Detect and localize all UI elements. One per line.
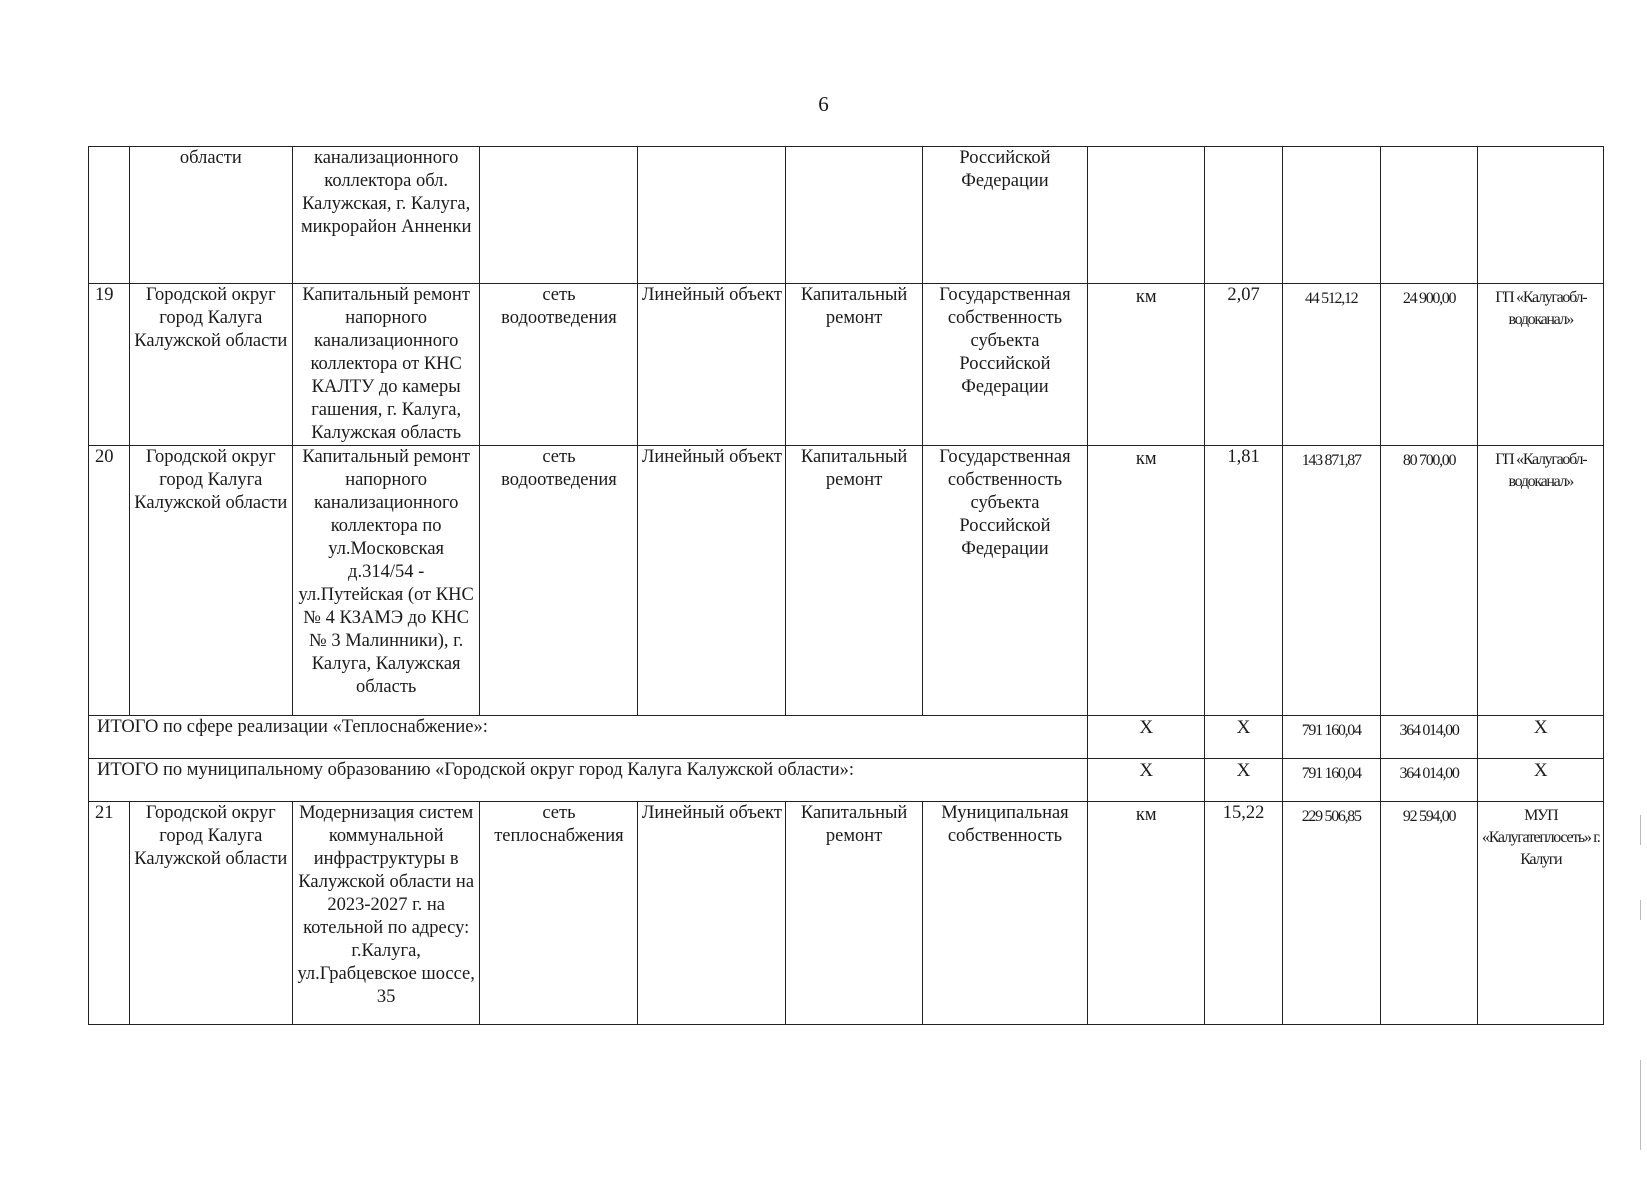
cell-ownership: Государственная собственность субъекта Российской Федерации — [922, 284, 1087, 446]
cell-name: Капитальный ремонт напорного канализационного коллектора по ул.Московская д.314/54 - ул.Путейская (от КНС № 4 КЗАМЭ до КНС № 3 Малинники), г. Калуга, Калужская область — [292, 446, 480, 716]
cell-ownership: Российской Федерации — [922, 147, 1087, 284]
cell-ownership: Муниципальная собственность — [922, 802, 1087, 1025]
cell-length — [1205, 147, 1282, 284]
cell-work-type — [786, 147, 923, 284]
cell-length: Х — [1205, 759, 1282, 802]
total-label: ИТОГО по сфере реализации «Теплоснабжение»: — [89, 716, 1088, 759]
cell-num: 19 — [89, 284, 130, 446]
cell-length: Х — [1205, 716, 1282, 759]
cell-cost-total — [1282, 147, 1380, 284]
cell-num: 21 — [89, 802, 130, 1025]
cell-cost-total: 791 160,04 — [1282, 716, 1380, 759]
cell-cost-total: 44 512,12 — [1282, 284, 1380, 446]
table-row-21 — [89, 802, 1604, 1025]
cell-length: 15,22 — [1205, 802, 1282, 1025]
cell-unit: км — [1088, 446, 1205, 716]
total-row-municipality — [89, 759, 1604, 802]
cell-work-type: Капитальный ремонт — [786, 802, 923, 1025]
table-row-20 — [89, 446, 1604, 716]
cell-cost-budget: 364 014,00 — [1380, 716, 1478, 759]
table-row-continuation — [89, 147, 1604, 284]
cell-name: Модернизация систем коммунальной инфраструктуры в Калужской области на 2023-2027 г. на котельной по адресу: г.Калуга, ул.Грабцевское шоссе, 35 — [292, 802, 480, 1025]
cell-network — [480, 147, 638, 284]
cell-num — [89, 147, 130, 284]
cell-operator: МУП «Калугатеплосеть» г. Калуги — [1478, 802, 1604, 1025]
cell-object-type: Линейный объект — [638, 802, 786, 1025]
cell-municipality: Городской округ город Калуга Калужской области — [129, 446, 292, 716]
cell-unit: км — [1088, 802, 1205, 1025]
page-number: 6 — [818, 92, 829, 116]
cell-network: сеть водоотведения — [480, 446, 638, 716]
cell-cost-budget: 24 900,00 — [1380, 284, 1478, 446]
cell-unit: Х — [1088, 759, 1205, 802]
cell-work-type: Капитальный ремонт — [786, 284, 923, 446]
cell-unit — [1088, 147, 1205, 284]
cell-municipality: Городской округ город Калуга Калужской области — [129, 802, 292, 1025]
cell-object-type — [638, 147, 786, 284]
cell-work-type: Капитальный ремонт — [786, 446, 923, 716]
cell-object-type: Линейный объект — [638, 284, 786, 446]
objects-table — [88, 146, 1604, 1025]
cell-operator: ГП «Калугаобл-водоканал» — [1478, 446, 1604, 716]
cell-network: сеть водоотведения — [480, 284, 638, 446]
cell-operator — [1478, 147, 1604, 284]
cell-object-type: Линейный объект — [638, 446, 786, 716]
cell-cost-budget: 364 014,00 — [1380, 759, 1478, 802]
cell-cost-total: 143 871,87 — [1282, 446, 1380, 716]
cell-num: 20 — [89, 446, 130, 716]
cell-cost-budget: 92 594,00 — [1380, 802, 1478, 1025]
cell-operator: Х — [1478, 759, 1604, 802]
cell-cost-budget: 80 700,00 — [1380, 446, 1478, 716]
cell-unit: Х — [1088, 716, 1205, 759]
cell-length: 2,07 — [1205, 284, 1282, 446]
cell-municipality: области — [129, 147, 292, 284]
cell-cost-total: 791 160,04 — [1282, 759, 1380, 802]
total-label: ИТОГО по муниципальному образованию «Городской округ город Калуга Калужской области»: — [89, 759, 1088, 802]
cell-name: канализационного коллектора обл. Калужская, г. Калуга, микрорайон Анненки — [292, 147, 480, 284]
cell-municipality: Городской округ город Калуга Калужской области — [129, 284, 292, 446]
cell-operator: ГП «Калугаобл-водоканал» — [1478, 284, 1604, 446]
cell-name: Капитальный ремонт напорного канализационного коллектора от КНС КАЛТУ до камеры гашения, г. Калуга, Калужская область — [292, 284, 480, 446]
cell-cost-budget — [1380, 147, 1478, 284]
table-row-19 — [89, 284, 1604, 446]
cell-cost-total: 229 506,85 — [1282, 802, 1380, 1025]
cell-length: 1,81 — [1205, 446, 1282, 716]
cell-network: сеть теплоснабжения — [480, 802, 638, 1025]
total-row-heat-supply — [89, 716, 1604, 759]
cell-operator: Х — [1478, 716, 1604, 759]
cell-ownership: Государственная собственность субъекта Российской Федерации — [922, 446, 1087, 716]
scan-edge-mark — [1640, 900, 1641, 920]
scan-edge-mark — [1640, 815, 1641, 845]
scan-edge-mark — [1640, 1060, 1641, 1150]
cell-unit: км — [1088, 284, 1205, 446]
